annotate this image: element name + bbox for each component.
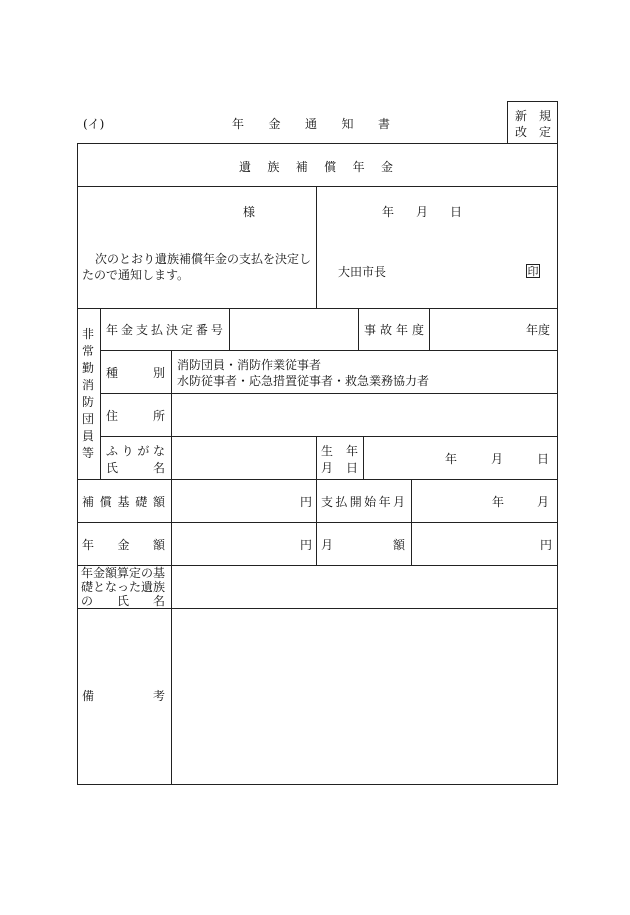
decision-number-label: 年 金 支 払 決 定 番 号 — [106, 323, 223, 337]
notice-message-line1: 次のとおり遺族補償年金の支払を決定し — [95, 252, 312, 266]
base-amount-yen: 円 — [300, 495, 313, 509]
payment-start-units: 年 月 — [492, 495, 549, 509]
accident-year-unit: 年度 — [526, 323, 551, 337]
sama-label: 様 — [243, 205, 256, 219]
type-options-line1: 消防団員・消防作業従事者 — [177, 358, 322, 372]
notice-date: 年 月 日 — [382, 205, 462, 219]
pension-amount-yen: 円 — [300, 538, 313, 552]
box-line-new: 新 規 — [515, 109, 551, 123]
base-amount-label: 補 償 基 礎 額 — [82, 495, 165, 509]
notice-message-line2: たので通知します。 — [82, 268, 190, 282]
furigana-label: ふ り が な — [106, 444, 165, 458]
seal-mark: 印 — [527, 265, 539, 278]
survivor-label-line2: 礎となった遺族 — [81, 580, 166, 594]
pension-type: 遺 族 補 償 年 金 — [239, 160, 393, 174]
monthly-amount-yen: 円 — [540, 538, 553, 552]
birth-date-units: 年 月 日 — [445, 452, 549, 466]
name-label: 氏 名 — [106, 461, 165, 475]
accident-year-label: 事 故 年 度 — [364, 323, 424, 337]
survivor-label-line3: の 氏 名 — [81, 594, 165, 608]
box-line-revised: 改 定 — [515, 125, 551, 139]
issuer: 大田市長 — [338, 265, 387, 279]
birth-label-bottom: 月 日 — [321, 461, 358, 475]
type-options-line2: 水防従事者・応急措置従事者・救急業務協力者 — [177, 374, 430, 388]
birth-label-top: 生 年 — [321, 444, 358, 458]
form-title: 年 金 通 知 書 — [232, 117, 390, 131]
monthly-amount-label: 月 額 — [321, 538, 405, 552]
side-label-hijokin: 非 常 勤 消 防 団 員 等 — [81, 327, 94, 460]
form-prefix: (イ) — [83, 117, 105, 131]
type-label: 種 別 — [106, 366, 165, 380]
address-label: 住 所 — [106, 409, 165, 423]
payment-start-label: 支 払 開 始 年 月 — [321, 495, 405, 509]
shinki-kaitei-box — [507, 101, 558, 143]
pension-amount-label: 年 金 額 — [82, 538, 165, 552]
remarks-label: 備 考 — [82, 689, 165, 703]
survivor-label-line1: 年金額算定の基 — [81, 566, 166, 580]
